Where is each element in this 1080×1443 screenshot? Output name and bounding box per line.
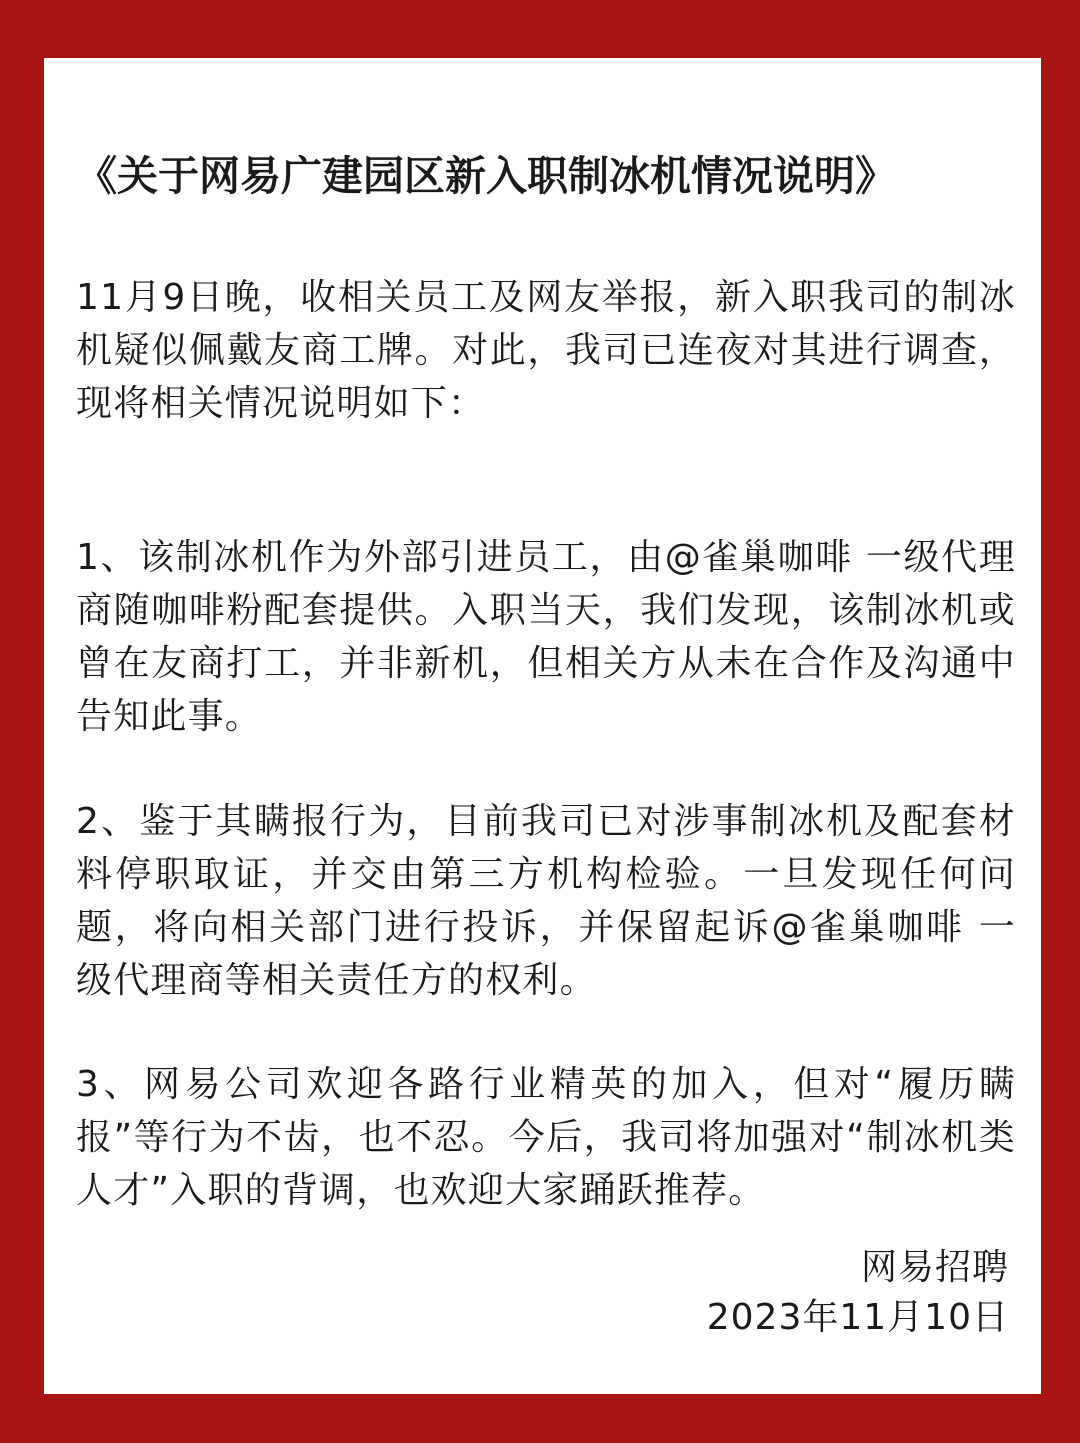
document-title: 《关于网易广建园区新入职制冰机情况说明》 — [76, 152, 896, 200]
paragraph-item-2: 2、鉴于其瞒报行为，目前我司已对涉事制冰机及配套材料停职取证，并交由第三方机构检验。一旦发现任何问题，将向相关部门进行投诉，并保留起诉@雀巢咖啡 一级代理商等相关责任方的权利。 — [76, 801, 1016, 1001]
signature-date: 2023年11月10日 — [706, 1297, 1009, 1338]
paragraph-item-1: 1、该制冰机作为外部引进员工，由@雀巢咖啡 一级代理商随咖啡粉配套提供。入职当天，我们发现，该制冰机或曾在友商打工，并非新机，但相关方从未在合作及沟通中告知此事。 — [76, 537, 1016, 737]
signature-block — [707, 1243, 1009, 1343]
paragraph-intro: 11月9日晚，收相关员工及网友举报，新入职我司的制冰机疑似佩戴友商工牌。对此，我司已连夜对其进行调查，现将相关情况说明如下： — [76, 277, 1016, 424]
signature-org: 网易招聘 — [860, 1247, 1009, 1288]
paragraph-item-3: 3、网易公司欢迎各路行业精英的加入，但对“履历瞒报”等行为不齿，也不忍。今后，我司将加强对“制冰机类人才”入职的背调，也欢迎大家踊跃推荐。 — [76, 1064, 1016, 1211]
document-sheet — [44, 58, 1041, 1394]
